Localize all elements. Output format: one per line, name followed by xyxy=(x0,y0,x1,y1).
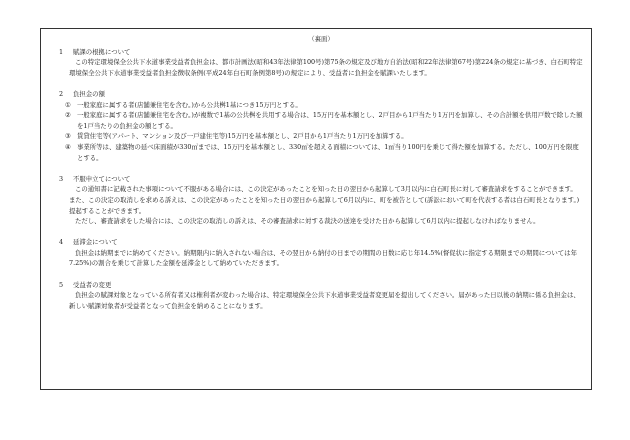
item-marker: ④ xyxy=(65,142,71,151)
document-page xyxy=(40,28,592,390)
section-2-number: 2 xyxy=(59,89,64,98)
section-3-heading: 不服申立てについて xyxy=(73,174,131,183)
section-4 xyxy=(59,237,583,269)
section-3-proviso: ただし、審査請求をした場合には、この決定の取消しの訴えは、その審査請求に対する裁決の送達を受けた日から起算して6月以内に提起しなければなりません。 xyxy=(75,217,540,226)
section-3-title xyxy=(59,174,583,185)
section-2-title xyxy=(59,89,583,100)
section-1 xyxy=(59,47,583,79)
item-marker: ② xyxy=(65,111,71,120)
section-1-body: この特定環境保全公共下水道事業受益者負担金は、都市計画法(昭和43年法律第100号)第75条の規定及び地方自治法(昭和22年法律第67号)第224条の規定に基づき、白石町特定環境保全公共下水道事業受益者負担金徴収条例(平成24年白石町条例第8号)の規定により、受益者に負担金を賦課いたします。 xyxy=(69,58,583,77)
section-5-body: 負担金の賦課対象となっている所有者又は権利者が変わった場合は、特定環境保全公共下水道事業受益者変更届を提出してください。届があった日以後の納期に係る負担金は、新しい賦課対象者が受益者となって負担金を納めることになります。 xyxy=(69,291,580,310)
section-2-item xyxy=(59,110,583,131)
section-4-body: 負担金は納期までに納めてください。納期限内に納入されない場合は、その翌日から納付の日までの期間の日数に応じ年14.5%(督促状に指定する期限までの期間については年7.25%)の割合を乗じて計算した金額を延滞金として納めていただきます。 xyxy=(69,248,577,268)
section-2-heading: 負担金の額 xyxy=(73,89,105,98)
page-header: （裏面） xyxy=(308,35,334,43)
section-2-item xyxy=(59,131,583,142)
section-2-item xyxy=(59,142,583,163)
item-text: 一般家庭に属する者(店舗兼住宅を含む。)が複数で1基の公共桝を共用する場合は、15万円を基本額とし、2戸目から1戸当たり1万円を加算し、その合計額を供用戸数で除した額を1戸当たりの負担金の額とする。 xyxy=(77,111,583,130)
item-marker: ① xyxy=(65,100,71,109)
section-4-heading: 延滞金について xyxy=(73,238,118,247)
section-5 xyxy=(59,280,583,312)
section-3-body: この通知書に記載された事項について不服がある場合には、この決定があったことを知った日の翌日から起算して3月以内に白石町長に対して審査請求をすることができます。また、この決定の取消しを求める訴えは、この決定があったことを知った日の翌日から起算して6月以内に、町を被告として(訴訟において町を代表する者は白石町長となります。)提起することができます。 xyxy=(69,185,580,215)
section-2 xyxy=(59,89,583,163)
section-4-title xyxy=(59,237,583,248)
item-text: 事業所等は、建築物の延べ床面積が330㎡までは、15万円を基本額とし、330㎡を超える面積については、1㎡当り100円を乗じて得た額を加算する。ただし、100万円を限度とする。 xyxy=(77,142,579,162)
section-1-number: 1 xyxy=(59,47,64,56)
section-5-heading: 受益者の変更 xyxy=(73,280,112,289)
section-3-number: 3 xyxy=(59,174,64,183)
section-5-title xyxy=(59,280,583,291)
item-text: 賃貸住宅等(アパート、マンション及び一戸建住宅等)15万円を基本額とし、2戸目から1戸当たり1万円を加算する。 xyxy=(77,132,408,141)
section-1-heading: 賦課の根拠について xyxy=(73,47,131,56)
section-2-item xyxy=(59,100,583,111)
section-5-number: 5 xyxy=(59,280,64,289)
section-1-title xyxy=(59,47,583,58)
section-4-number: 4 xyxy=(59,238,64,247)
section-3 xyxy=(59,174,583,227)
item-text: 一般家庭に属する者(店舗兼住宅を含む。)から公共桝1基につき15万円とする。 xyxy=(77,100,302,109)
item-marker: ③ xyxy=(65,132,71,141)
